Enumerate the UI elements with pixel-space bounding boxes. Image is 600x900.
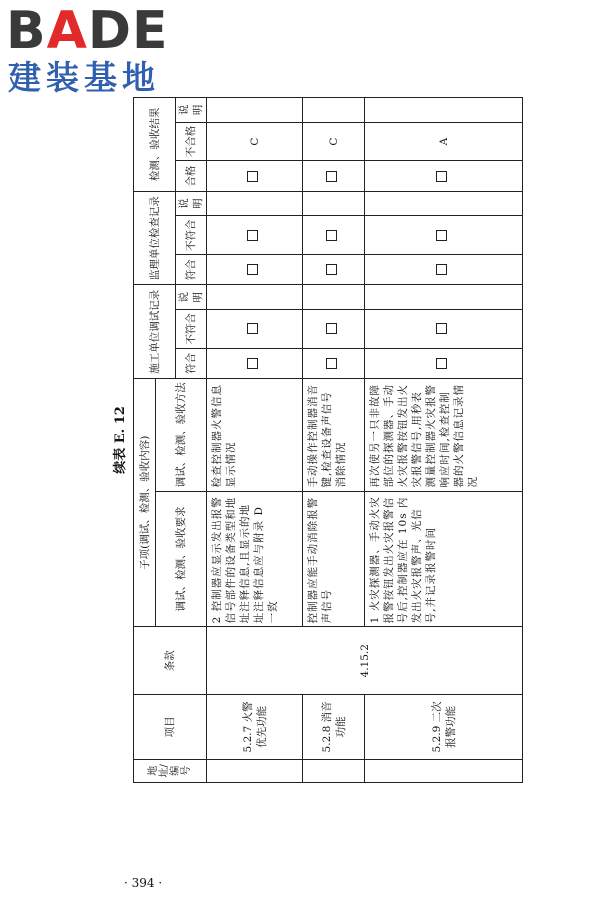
checkbox[interactable] bbox=[326, 323, 337, 334]
header-qualified: 合格 bbox=[176, 161, 207, 191]
header-address: 地址/编号 bbox=[134, 759, 207, 782]
note-cell bbox=[207, 98, 303, 123]
checkbox[interactable] bbox=[326, 264, 337, 275]
note-cell bbox=[303, 191, 365, 216]
checkbox[interactable] bbox=[326, 171, 337, 182]
header-inspection-result: 检测、验收结果 bbox=[134, 98, 176, 192]
rotated-table-page bbox=[113, 97, 513, 783]
checkbox[interactable] bbox=[436, 171, 447, 182]
page-number: · 394 · bbox=[124, 876, 163, 890]
header-sub-item: 子项(调试、检测、验收内容) bbox=[134, 379, 156, 627]
item-cell: 5.2.9 二次报警功能 bbox=[365, 695, 523, 759]
header-unqualified: 不合格 bbox=[176, 122, 207, 161]
requirement-cell: 1 火灾探测器、手动火灾报警按钮发出火灾报警信号后,控制器应在 10s 内发出火灾报警声、光信号,并记录报警时间 bbox=[365, 491, 523, 627]
note-cell bbox=[365, 191, 523, 216]
grade-cell: A bbox=[365, 122, 523, 161]
header-note: 说明 bbox=[176, 285, 207, 310]
checkbox[interactable] bbox=[326, 358, 337, 369]
checkbox[interactable] bbox=[436, 358, 447, 369]
note-cell bbox=[303, 98, 365, 123]
address-cell bbox=[303, 759, 365, 782]
header-construction: 施工单位调试记录 bbox=[134, 285, 176, 379]
note-cell bbox=[207, 191, 303, 216]
header-note: 说明 bbox=[176, 191, 207, 216]
checkbox[interactable] bbox=[436, 323, 447, 334]
header-note: 说明 bbox=[176, 98, 207, 123]
address-cell bbox=[365, 759, 523, 782]
header-item: 项目 bbox=[134, 695, 207, 759]
note-cell bbox=[365, 98, 523, 123]
checkbox[interactable] bbox=[436, 264, 447, 275]
header-supervision: 监理单位检查记录 bbox=[134, 191, 176, 285]
checkbox[interactable] bbox=[247, 358, 258, 369]
item-cell: 5.2.7 火警优先功能 bbox=[207, 695, 303, 759]
logo-wordmark: BADE bbox=[6, 1, 169, 61]
header-conform: 符合 bbox=[176, 348, 207, 378]
requirement-cell: 控制器应能手动消除报警声信号 bbox=[303, 491, 365, 627]
bade-logo bbox=[6, 1, 176, 104]
note-cell bbox=[303, 285, 365, 310]
method-cell: 检查控制器火警信息显示情况 bbox=[207, 379, 303, 491]
note-cell bbox=[365, 285, 523, 310]
address-cell bbox=[207, 759, 303, 782]
checkbox[interactable] bbox=[436, 230, 447, 241]
item-cell: 5.2.8 消音功能 bbox=[303, 695, 365, 759]
requirement-cell: 2 控制器应显示发出报警信号部件的设备类型和地址注释信息,且显示的地址注释信息应与附录 D 一致 bbox=[207, 491, 303, 627]
checkbox[interactable] bbox=[247, 323, 258, 334]
grade-cell: C bbox=[207, 122, 303, 161]
header-requirement: 调试、检测、验收要求 bbox=[156, 491, 207, 627]
table-row bbox=[207, 98, 303, 783]
method-cell: 再次使另一只非故障部位的探测器、手动火灾报警按钮发出火灾报警信号,用秒表测量控制器火灾报警响应时间,检查控制器的火警信息记录情况 bbox=[365, 379, 523, 491]
logo-subtitle: 建装基地 bbox=[8, 58, 160, 97]
checkbox[interactable] bbox=[326, 230, 337, 241]
inspection-table bbox=[133, 97, 523, 783]
grade-cell: C bbox=[303, 122, 365, 161]
header-method: 调试、检测、验收方法 bbox=[156, 379, 207, 491]
note-cell bbox=[207, 285, 303, 310]
checkbox[interactable] bbox=[247, 230, 258, 241]
header-nonconform: 不符合 bbox=[176, 310, 207, 349]
header-nonconform: 不符合 bbox=[176, 216, 207, 255]
header-conform: 符合 bbox=[176, 255, 207, 285]
checkbox[interactable] bbox=[247, 171, 258, 182]
header-clause: 条款 bbox=[134, 627, 207, 695]
method-cell: 手动操作控制器消音键,检查设备声信号消除情况 bbox=[303, 379, 365, 491]
clause-cell: 4.15.2 bbox=[207, 627, 523, 695]
table-caption: 续表 E. 12 bbox=[113, 406, 128, 474]
checkbox[interactable] bbox=[247, 264, 258, 275]
